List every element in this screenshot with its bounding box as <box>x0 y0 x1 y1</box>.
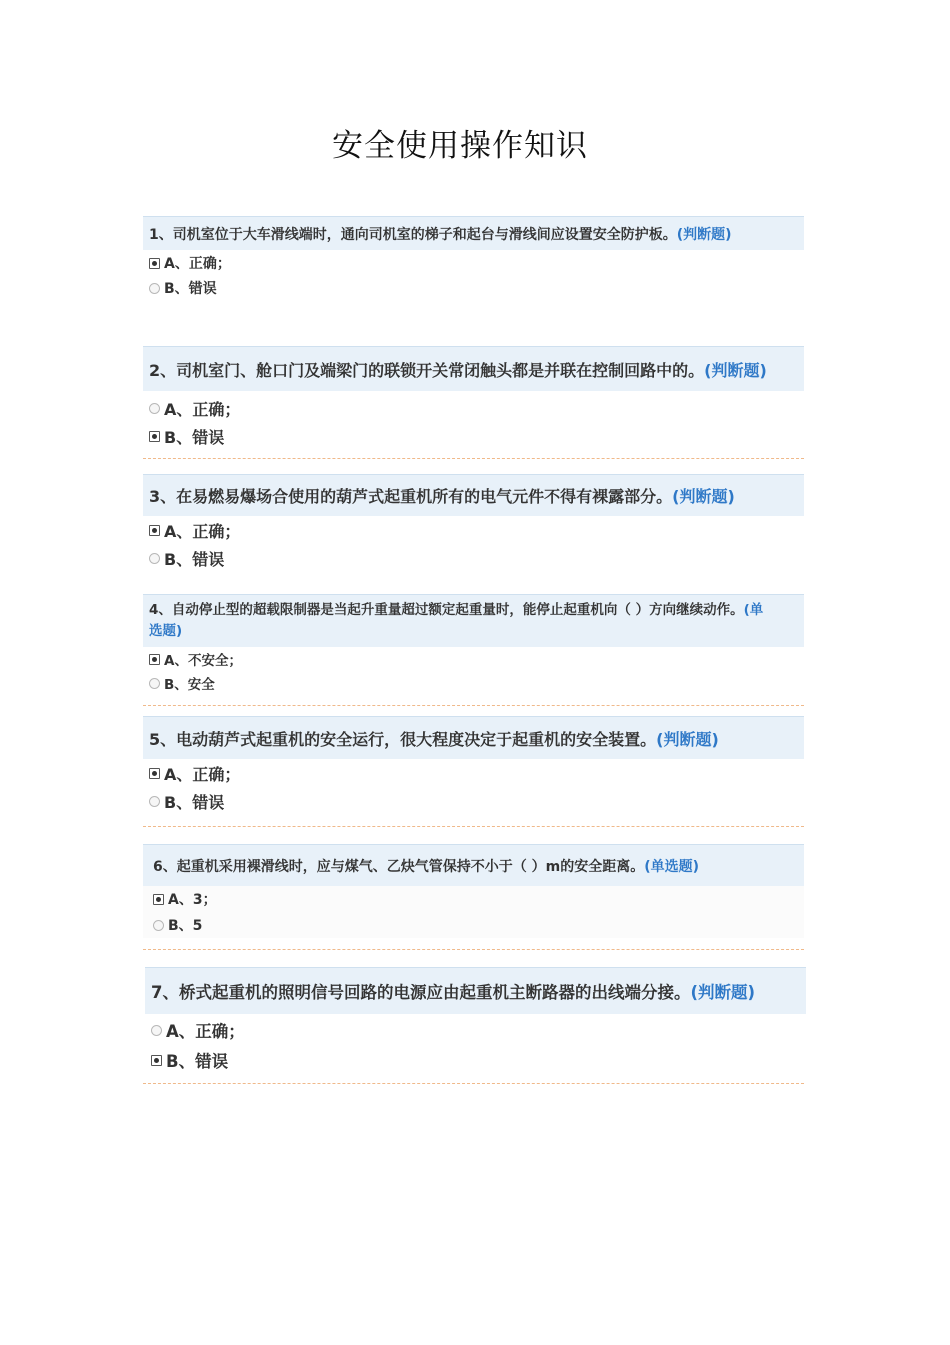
option-label: B、错误 <box>164 281 217 297</box>
question-text: 1、司机室位于大车滑线端时，通向司机室的梯子和起台与滑线间应设置安全防护板。 <box>149 226 677 243</box>
option-b[interactable] <box>143 671 804 695</box>
option-label: B、错误 <box>164 792 225 812</box>
radio-unchecked-icon[interactable] <box>149 553 160 564</box>
option-a[interactable] <box>145 1015 806 1045</box>
question-type-tag: (判断题) <box>672 487 735 506</box>
radio-unchecked-icon[interactable] <box>151 1025 162 1036</box>
question-type-tag: (判断题) <box>676 226 732 243</box>
question-6 <box>143 844 804 938</box>
option-label: B、5 <box>168 918 203 934</box>
option-a[interactable] <box>143 394 804 422</box>
question-4 <box>143 594 804 695</box>
option-a[interactable] <box>143 516 804 544</box>
option-label: A、正确； <box>166 1022 245 1041</box>
option-b[interactable] <box>143 912 804 938</box>
question-type-tag-continued: 选题) <box>149 623 183 639</box>
divider <box>143 826 804 827</box>
radio-unchecked-icon[interactable] <box>149 796 160 807</box>
radio-checked-icon[interactable] <box>151 1055 162 1066</box>
question-1 <box>143 216 804 300</box>
question-text: 3、在易燃易爆场合使用的葫芦式起重机所有的电气元件不得有裸露部分。 <box>149 487 673 506</box>
option-b[interactable] <box>143 544 804 572</box>
radio-checked-icon[interactable] <box>149 431 160 442</box>
question-text: 4、自动停止型的超载限制器是当起升重量超过额定起重量时，能停止起重机向（ ）方向继续动作。 <box>149 602 744 618</box>
question-text: 6、起重机采用裸滑线时，应与煤气、乙炔气管保持不小于（ ）m的安全距离。 <box>153 858 645 875</box>
option-a[interactable] <box>143 250 804 276</box>
option-b[interactable] <box>143 422 804 450</box>
option-label: B、安全 <box>164 677 215 693</box>
question-3 <box>143 474 804 572</box>
question-header <box>143 716 804 759</box>
option-label: B、错误 <box>166 1052 229 1071</box>
question-type-tag: (单 <box>743 602 764 618</box>
radio-unchecked-icon[interactable] <box>149 678 160 689</box>
radio-unchecked-icon[interactable] <box>149 403 160 414</box>
question-header <box>143 844 804 886</box>
radio-unchecked-icon[interactable] <box>149 283 160 294</box>
question-text: 7、桥式起重机的照明信号回路的电源应由起重机主断路器的出线端分接。 <box>151 983 691 1002</box>
divider <box>143 458 804 459</box>
option-label: B、错误 <box>164 549 225 569</box>
options-panel <box>143 886 804 938</box>
radio-checked-icon[interactable] <box>149 525 160 536</box>
radio-checked-icon[interactable] <box>149 258 160 269</box>
option-label: A、正确； <box>164 521 241 541</box>
option-b[interactable] <box>143 276 804 300</box>
radio-checked-icon[interactable] <box>153 894 164 905</box>
question-header <box>143 346 804 391</box>
question-5 <box>143 716 804 815</box>
question-type-tag: (单选题) <box>644 858 699 875</box>
option-label: A、3； <box>168 892 217 908</box>
question-text: 2、司机室门、舱口门及端梁门的联锁开关常闭触头都是并联在控制回路中的。 <box>149 360 705 380</box>
divider <box>143 705 804 706</box>
option-label: A、正确； <box>164 399 241 419</box>
option-b[interactable] <box>145 1045 806 1075</box>
option-label: B、错误 <box>164 427 225 447</box>
question-header <box>143 216 804 250</box>
option-a[interactable] <box>143 886 804 912</box>
divider <box>143 949 804 950</box>
question-type-tag: (判断题) <box>656 729 719 749</box>
option-label: A、正确； <box>164 764 241 784</box>
question-header <box>143 594 804 647</box>
question-text: 5、电动葫芦式起重机的安全运行，很大程度决定于起重机的安全装置。 <box>149 729 657 749</box>
question-type-tag: (判断题) <box>690 983 756 1002</box>
option-label: A、不安全； <box>164 653 242 669</box>
page-title: 安全使用操作知识 <box>332 128 588 164</box>
question-type-tag: (判断题) <box>704 360 767 380</box>
question-2 <box>143 346 804 450</box>
option-a[interactable] <box>143 759 804 787</box>
radio-unchecked-icon[interactable] <box>153 920 164 931</box>
divider <box>143 1083 804 1084</box>
option-b[interactable] <box>143 787 804 815</box>
radio-checked-icon[interactable] <box>149 654 160 665</box>
option-a[interactable] <box>143 647 804 671</box>
option-label: A、正确； <box>164 256 231 272</box>
question-header <box>145 967 806 1014</box>
question-7 <box>145 967 806 1075</box>
radio-checked-icon[interactable] <box>149 768 160 779</box>
question-header <box>143 474 804 516</box>
